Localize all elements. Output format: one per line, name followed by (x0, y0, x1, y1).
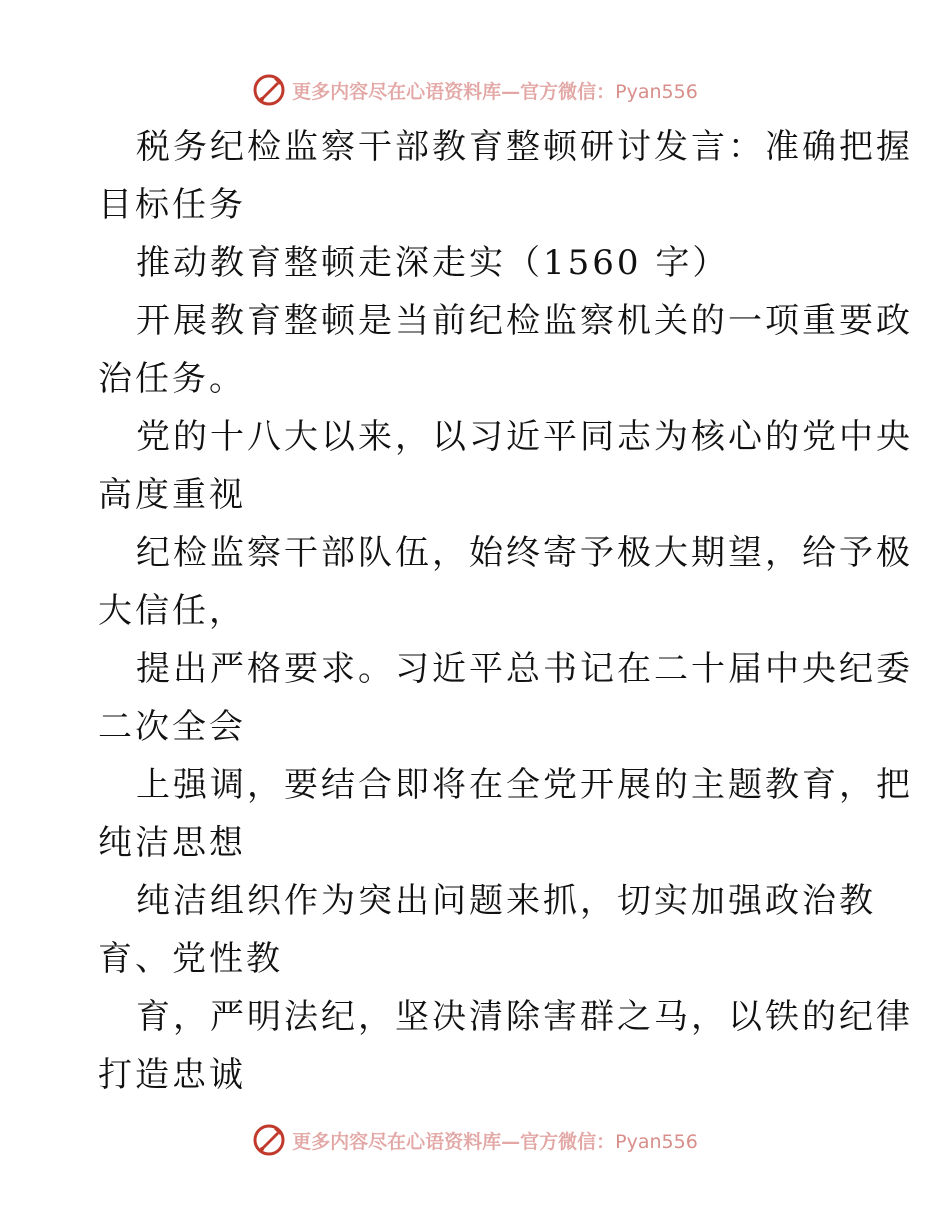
header-banner-label: 更多内容尽在心语资料库—官方微信： (292, 80, 616, 103)
document-line: 治任务。 (98, 359, 246, 399)
footer-banner-inner (252, 1123, 698, 1157)
quill-logo-icon (252, 1123, 286, 1157)
document-line: 税务纪检监察干部教育整顿研讨发言：准确把握 (136, 127, 913, 167)
header-banner-text (292, 77, 698, 104)
document-line: 纯洁思想 (98, 823, 246, 863)
document-line: 开展教育整顿是当前纪检监察机关的一项重要政 (136, 301, 913, 341)
document-line: 二次全会 (98, 707, 246, 747)
document-line: 党的十八大以来，以习近平同志为核心的党中央 (136, 417, 913, 457)
document-line: 大信任， (98, 591, 246, 631)
document-line: 育，严明法纪，坚决清除害群之马，以铁的纪律 (136, 997, 913, 1037)
header-banner-inner (252, 73, 698, 107)
document-line: 高度重视 (98, 475, 246, 515)
header-banner (0, 70, 950, 110)
footer-wechat-id: Pyan556 (615, 1130, 698, 1153)
footer-banner-label: 更多内容尽在心语资料库—官方微信： (292, 1130, 616, 1153)
document-line: 打造忠诚 (98, 1055, 246, 1095)
document-line: 提出严格要求。习近平总书记在二十届中央纪委 (136, 649, 913, 689)
document-line: 育、党性教 (98, 939, 283, 979)
footer-banner-text (292, 1127, 698, 1154)
document-line: 上强调，要结合即将在全党开展的主题教育，把 (136, 765, 913, 805)
document-line: 纪检监察干部队伍，始终寄予极大期望，给予极 (136, 533, 913, 573)
document-line: 目标任务 (98, 185, 246, 225)
document-body (98, 118, 913, 1104)
header-wechat-id: Pyan556 (615, 80, 698, 103)
quill-logo-icon (252, 73, 286, 107)
document-line: 推动教育整顿走深走实（1560 字） (136, 243, 730, 283)
document-line: 纯洁组织作为突出问题来抓，切实加强政治教 (136, 881, 876, 921)
footer-banner (0, 1120, 950, 1160)
